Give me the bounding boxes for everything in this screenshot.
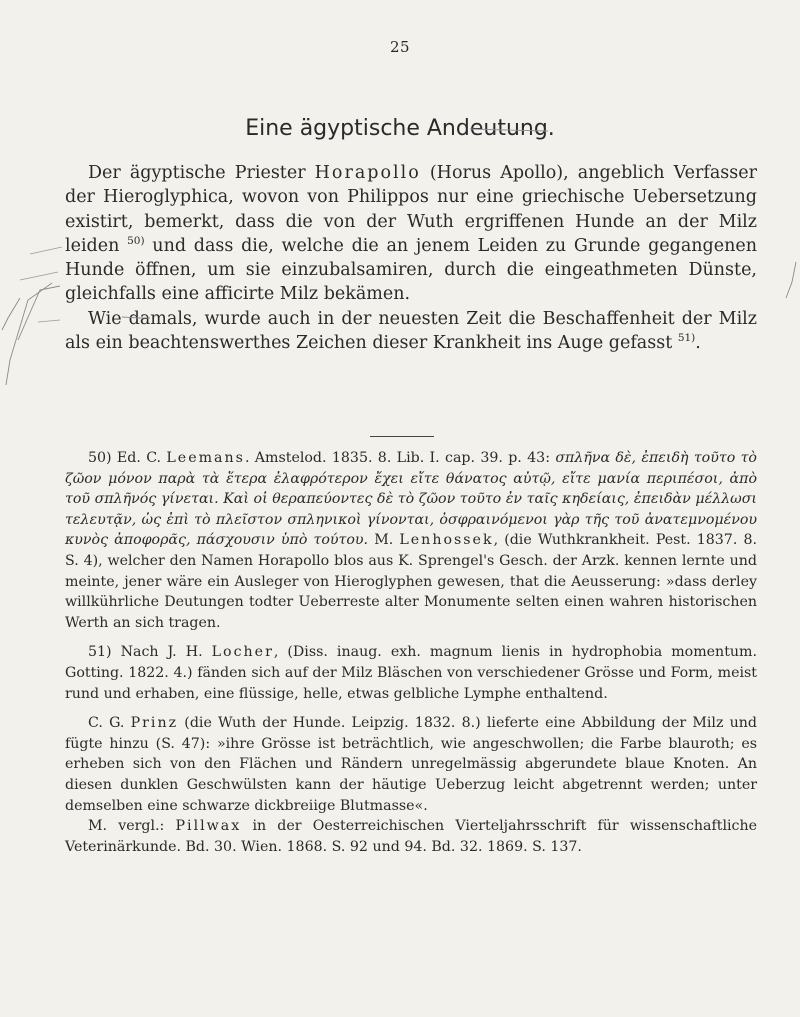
- text: M.: [368, 532, 400, 549]
- footnote-51-pillwax: [65, 816, 757, 857]
- footnote-divider: [370, 436, 434, 437]
- author-name: Lenhossek: [399, 532, 494, 549]
- author-name: Prinz: [130, 715, 179, 732]
- greek-quotation: σπλῆνα δὲ, ἐπειδὴ τοῦτο τὸ ζῶον μόνον παρὰ τὰ ἕτερα ἐλαφρότερον ἔχει εἴτε θάνατος αὐτῷ, εἴτε μανία περιπέσοι, ἀπὸ τοῦ σπλῆνός γίνεται. Καὶ οἱ θεραπεύοντες δὲ τὸ ζῶον τοῦτο ἐν ταῖς κηδείαις, ἐπειδὰν μέλλωσι τελευτᾷν, ὡς ἐπὶ τὸ πλεῖστον σπληνικοὶ γίνονται, ὀσφραινόμενοι γὰρ τῆς τοῦ ἀνατεμνομένου κυνὸς ἀποφορᾶς, πάσχουσιν ὑπὸ τούτου.: [65, 450, 757, 549]
- text: (Horus Apollo), angeblich Verfasser der Hieroglyphica, wovon von Philippos nur eine griechische Uebersetzung existirt, bemerkt, dass die von der Wuth ergriffenen Hunde an der Milz leiden: [65, 163, 757, 256]
- text: Wie damals, wurde auch in der neuesten Zeit die Beschaffenheit der Milz als ein beachtenswerthes Zeichen dieser Krankheit ins Auge gefasst: [65, 308, 757, 354]
- margin-line-left-1: [2, 298, 20, 330]
- footnotes: [65, 448, 757, 857]
- paragraph-2: [65, 307, 757, 356]
- footnote-ref-51: 51): [677, 332, 696, 345]
- text: , (Diss. inaug. exh. magnum lienis in hydrophobia momentum. Gotting. 1822. 4.) fänden sich auf der Milz Bläschen von verschiedener Grösse und Form, meist rund und erhaben, eine flüssige, helle, etwas gelbliche Lymphe enthaltend.: [65, 644, 757, 702]
- text: (die Wuth der Hunde. Leipzig. 1832. 8.) lieferte eine Abbildung der Milz und fügte hinzu (S. 47): »ihre Grösse ist beträchtlich, wie angeschwollen; die Farbe blauroth; es erheben sich von den Flächen und Rändern unregelmässig abgerundete blaue Knoten. An diesen dunklen Geschwülsten kann der häutige Ueberzug leicht abgetrennt werden; unter demselben eine schwarze dickbreiige Blutmasse«.: [65, 715, 757, 814]
- margin-stroke-2: [20, 272, 58, 280]
- text: und dass die, welche die an jenem Leiden zu Grunde gegangenen Hunde öffnen, um sie einzubalsamiren, durch die eingeathmeten Dünste, gleichfalls eine afficirte Milz bekämen.: [65, 235, 757, 305]
- footnote-51: [65, 642, 757, 704]
- author-name: Leemans: [166, 450, 245, 466]
- margin-stroke-1: [30, 247, 62, 254]
- margin-line-left-3: [18, 286, 60, 340]
- main-text: [65, 161, 757, 355]
- paragraph-1: [65, 161, 757, 307]
- text: Der ägyptische Priester: [88, 163, 315, 183]
- text: 50) Ed. C.: [88, 450, 167, 466]
- text: . Amstelod. 1835. 8. Lib. I. cap. 39. p. 43:: [244, 450, 556, 466]
- margin-stroke-3: [38, 320, 60, 322]
- author-name: Pillwax: [175, 818, 242, 835]
- text: 51) Nach J. H.: [88, 644, 212, 661]
- chapter-heading: Eine ägyptische Andeutung.: [245, 116, 555, 141]
- text: in der Oesterreichischen Vierteljahrsschrift für wissenschaftliche Veterinärkunde. Bd. 30. Wien. 1868. S. 92 und 94. Bd. 32. 1869. S. 137.: [65, 818, 757, 855]
- author-name: Locher: [211, 644, 274, 661]
- margin-line-right: [786, 262, 796, 298]
- text: M. vergl.:: [88, 818, 176, 835]
- page-number: 25: [389, 38, 411, 56]
- text: C. G.: [88, 715, 131, 732]
- text: .: [695, 333, 701, 354]
- author-name: Horapollo: [314, 163, 421, 183]
- text: , (die Wuthkrankheit. Pest. 1837. 8. S. 4), welcher den Namen Horapollo blos aus K. Sprengel's Gesch. der Arzk. kennen lernte und meinte, jener wäre ein Ausleger von Hieroglyphen gewesen, that die Aeusserung: »dass derley willkührliche Deutungen todter Ueberreste alter Monumente selten einen wahren historischen Werth an sich tragen.: [65, 532, 757, 631]
- margin-line-left-2: [6, 283, 52, 385]
- footnote-51-prinz: [65, 713, 757, 816]
- footnote-50: [65, 448, 757, 633]
- footnote-ref-50: 50): [127, 235, 145, 248]
